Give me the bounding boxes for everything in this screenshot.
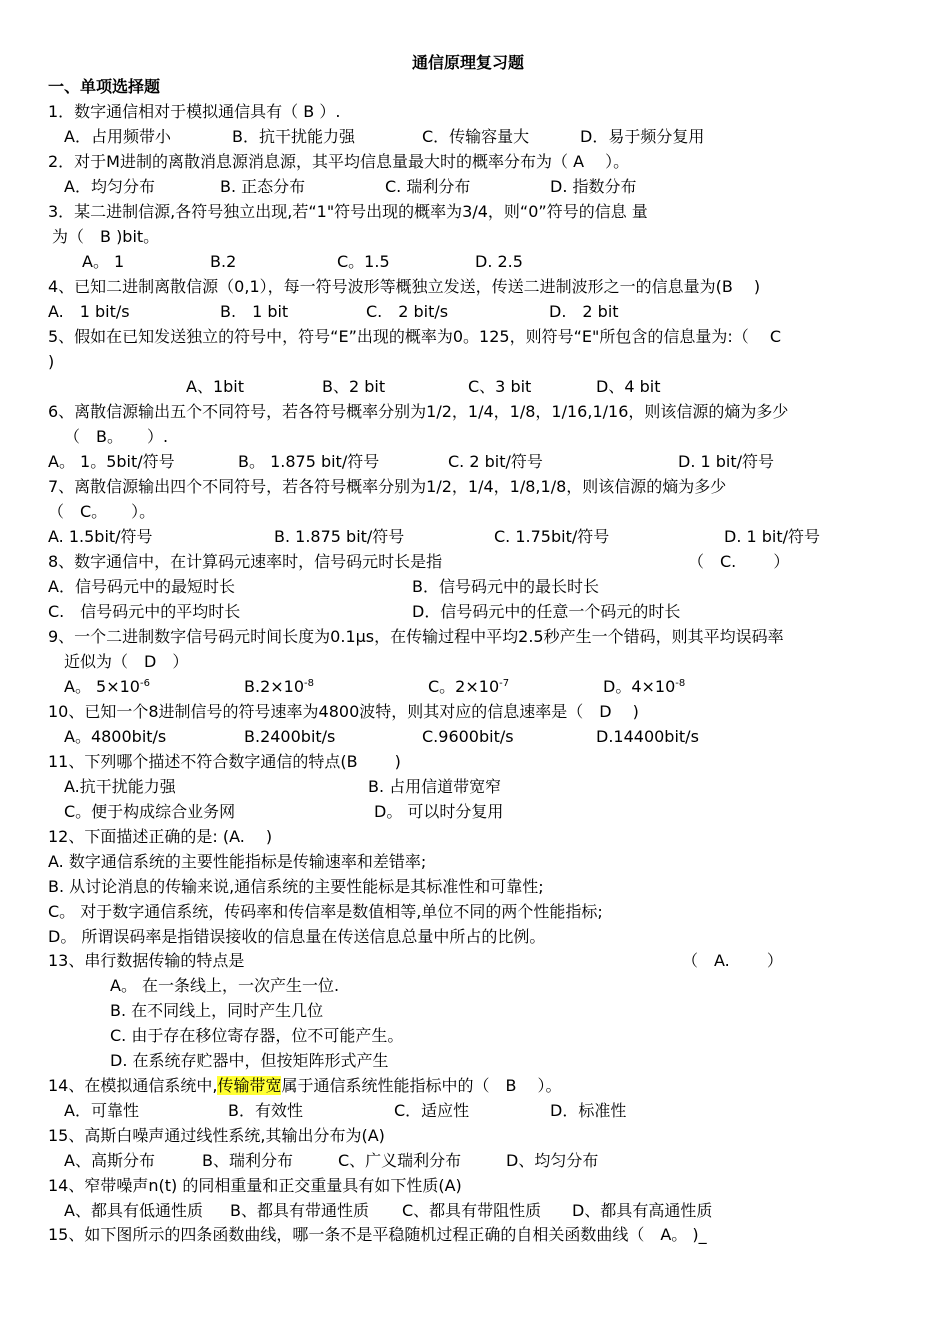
question-7-option-c: C. 1.75bit/符号 [494, 527, 610, 546]
question-10-option-c: C.9600bit/s [422, 727, 514, 746]
question-7-option-b: B. 1.875 bit/符号 [274, 527, 405, 546]
question-6-option-d: D. 1 bit/符号 [678, 452, 775, 471]
question-10-option-d: D.14400bit/s [596, 727, 699, 746]
question-13-answer: （ A. ） [682, 951, 783, 970]
question-9-option-b: $B.2\times 10^{-8}$ [244, 677, 314, 696]
question-2-option-a: A．均匀分布 [64, 177, 155, 196]
question-6-stem: 6、离散信源输出五个不同符号，若各符号概率分别为1/2，1/4，1/8，1/16,1/16，则该信源的熵为多少 [48, 402, 789, 421]
question-7-stem: 7、离散信源输出四个不同符号，若各符号概率分别为1/2，1/4，1/8,1/8，则该信源的熵为多少 [48, 477, 727, 496]
question-7-stem-cont: （ C。 ）。 [48, 502, 156, 521]
question-14-option-b: B．有效性 [228, 1101, 303, 1120]
question-8-option-c: C. 信号码元中的平均时长 [48, 602, 241, 621]
question-1-option-b: B．抗干扰能力强 [232, 127, 355, 146]
question-3-option-c: C。1.5 [337, 252, 390, 271]
question-9-stem-cont: 近似为（ D ） [64, 652, 189, 671]
question-12-stem: 12、下面描述正确的是: (A. ) [48, 827, 273, 846]
question-13-option-b: B. 在不同线上，同时产生几位 [110, 1001, 324, 1020]
question-11-option-a: A.抗干扰能力强 [64, 777, 176, 796]
section-heading: 一、单项选择题 [48, 77, 161, 96]
question-5-stem-cont: ) [48, 352, 55, 371]
question-6-stem-cont: （ B。 ）. [64, 427, 169, 446]
question-15-option-c: C、广义瑞利分布 [338, 1151, 462, 1170]
question-1-stem: 1．数字通信相对于模拟通信具有（ B ）. [48, 102, 341, 121]
question-15-option-d: D、均匀分布 [506, 1151, 599, 1170]
question-9-stem: 9、一个二进制数字信号码元时间长度为0.1μs，在传输过程中平均2.5秒产生一个错码，则其平均误码率 [48, 627, 784, 646]
question-8-option-d: D．信号码元中的任意一个码元的时长 [412, 602, 681, 621]
question-12-option-c: C。 对于数字通信系统，传码率和传信率是数值相等,单位不同的两个性能指标; [48, 902, 603, 921]
question-10-stem: 10、已知一个8进制信号的符号速率为4800波特，则其对应的信息速率是（ D ) [48, 702, 639, 721]
question-11-option-b: B. 占用信道带宽窄 [368, 777, 502, 796]
question-5-option-c: C、3 bit [468, 377, 532, 396]
question-14b-option-b: B、都具有带通性质 [230, 1201, 369, 1220]
question-1-option-a: A．占用频带小 [64, 127, 171, 146]
question-2-option-b: B. 正态分布 [220, 177, 306, 196]
question-3-stem: 3．某二进制信源,各符号独立出现,若“1"符号出现的概率为3/4，则“0”符号的信息 量 [48, 202, 648, 221]
question-9-option-c: C。$2\times 10^{-7}$ [428, 677, 510, 696]
question-8-option-b: B．信号码元中的最长时长 [412, 577, 599, 596]
question-4-option-c: C. 2 bit/s [366, 302, 449, 321]
question-15-stem: 15、高斯白噪声通过线性系统,其输出分布为(A) [48, 1126, 385, 1145]
question-2-stem: 2．对于M进制的离散消息源消息源，其平均信息量最大时的概率分布为（ A ）。 [48, 152, 630, 171]
question-4-option-a: A. 1 bit/s [48, 302, 130, 321]
question-15b-stem: 15、如下图所示的四条函数曲线，哪一条不是平稳随机过程正确的自相关函数曲线（ A。 )_ [48, 1225, 707, 1244]
question-10-option-a: A。4800bit/s [64, 727, 167, 746]
question-12-option-d: D。 所谓误码率是指错误接收的信息量在传送信息总量中所占的比例。 [48, 927, 546, 946]
question-15-option-a: A、高斯分布 [64, 1151, 155, 1170]
question-14-option-c: C．适应性 [394, 1101, 470, 1120]
question-13-option-d: D. 在系统存贮器中，但按矩阵形式产生 [110, 1051, 389, 1070]
question-14b-option-c: C、都具有带阻性质 [402, 1201, 542, 1220]
question-14b-option-a: A、都具有低通性质 [64, 1201, 203, 1220]
question-14b-stem: 14、窄带噪声n(t) 的同相重量和正交重量具有如下性质(A) [48, 1176, 462, 1195]
question-13-stem: 13、串行数据传输的特点是 [48, 951, 245, 970]
question-11-option-c: C。便于构成综合业务网 [64, 802, 236, 821]
question-7-option-a: A. 1.5bit/符号 [48, 527, 153, 546]
question-4-option-d: D. 2 bit [549, 302, 619, 321]
question-10-option-b: B.2400bit/s [244, 727, 336, 746]
question-4-option-b: B. 1 bit [220, 302, 289, 321]
question-13-option-c: C. 由于存在移位寄存器，位不可能产生。 [110, 1026, 404, 1045]
question-5-option-a: A、1bit [186, 377, 245, 396]
question-6-option-c: C. 2 bit/符号 [448, 452, 543, 471]
question-2-option-d: D. 指数分布 [550, 177, 637, 196]
question-8-stem: 8、数字通信中，在计算码元速率时，信号码元时长是指 [48, 552, 443, 571]
question-6-option-b: B。 1.875 bit/符号 [238, 452, 380, 471]
question-5-option-d: D、4 bit [596, 377, 661, 396]
question-11-stem: 11、下列哪个描述不符合数字通信的特点(B ) [48, 752, 401, 771]
question-5-option-b: B、2 bit [322, 377, 386, 396]
question-2-option-c: C. 瑞利分布 [385, 177, 471, 196]
question-4-stem: 4、已知二进制离散信源（0,1），每一符号波形等概独立发送，传送二进制波形之一的信息量为(B ) [48, 277, 761, 296]
question-3-option-a: A。 1 [82, 252, 125, 271]
question-3-stem-cont: 为（ B )bit。 [52, 227, 160, 246]
question-3-option-b: B.2 [210, 252, 237, 271]
question-11-option-d: D。 可以时分复用 [374, 802, 504, 821]
question-5-stem: 5、假如在已知发送独立的符号中，符号“E”出现的概率为0。125，则符号“E"所包含的信息量为:（ C [48, 327, 781, 346]
question-8-option-a: A．信号码元中的最短时长 [48, 577, 235, 596]
page-title: 通信原理复习题 [412, 53, 525, 72]
question-14-stem: 14、在模拟通信系统中,传输带宽属于通信系统性能指标中的（ B ）。 [48, 1076, 562, 1095]
question-14-option-d: D．标准性 [550, 1101, 627, 1120]
question-7-option-d: D. 1 bit/符号 [724, 527, 821, 546]
question-12-option-a: A. 数字通信系统的主要性能指标是传输速率和差错率; [48, 852, 427, 871]
question-14-option-a: A．可靠性 [64, 1101, 139, 1120]
question-6-option-a: A。 1。5bit/符号 [48, 452, 175, 471]
question-12-option-b: B. 从讨论消息的传输来说,通信系统的主要性能标是其标准性和可靠性; [48, 877, 544, 896]
question-9-option-d: D。$4\times 10^{-8}$ [603, 677, 686, 696]
question-3-option-d: D. 2.5 [475, 252, 523, 271]
question-1-option-c: C．传输容量大 [422, 127, 530, 146]
highlighted-term: 传输带宽 [217, 1076, 282, 1095]
question-13-option-a: A。 在一条线上，一次产生一位. [110, 976, 340, 995]
question-1-option-d: D．易于频分复用 [580, 127, 705, 146]
question-8-answer: （ C. ） [688, 552, 790, 571]
question-9-option-a: A。 $5\times 10^{-6}$ [64, 677, 150, 696]
question-15-option-b: B、瑞利分布 [202, 1151, 293, 1170]
question-14b-option-d: D、都具有高通性质 [572, 1201, 713, 1220]
